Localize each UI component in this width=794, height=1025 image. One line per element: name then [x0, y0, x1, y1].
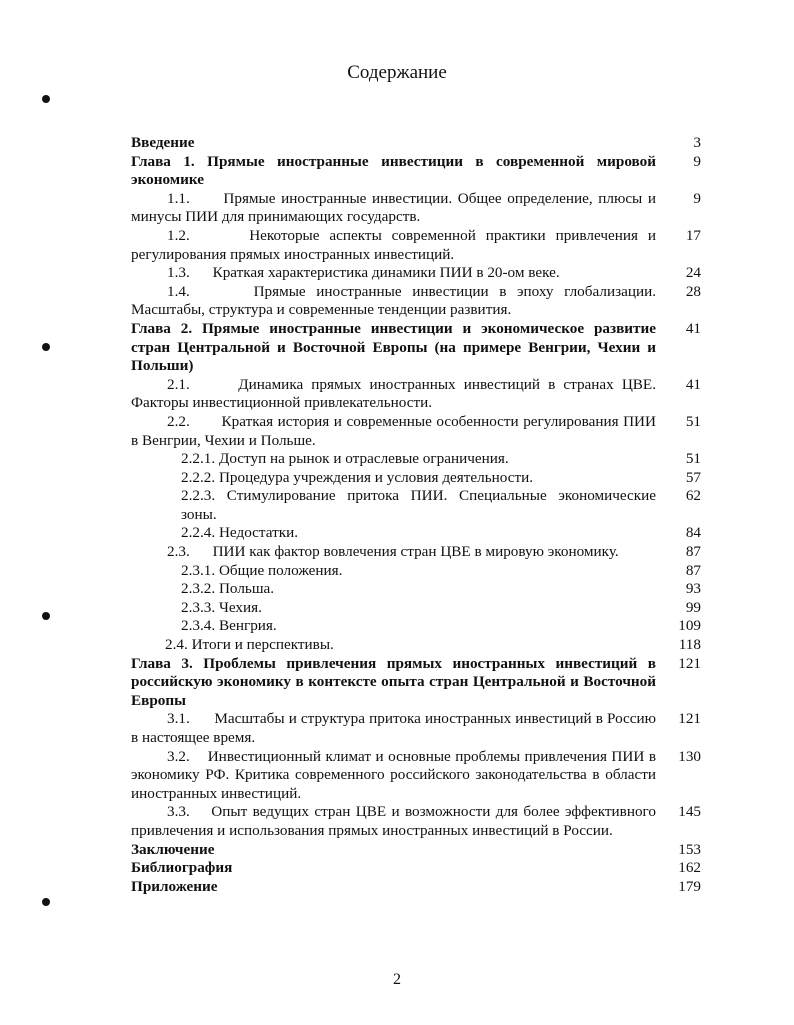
toc-entry-title: 2.2.3. Стимулирование притока ПИИ. Специальные экономические зоны.	[181, 487, 656, 523]
table-of-contents	[131, 134, 701, 896]
toc-entry-title: 1.1. Прямые иностранные инвестиции. Общее определение, плюсы и минусы ПИИ для принимающих государств.	[131, 189, 656, 226]
toc-entry-page: 41	[685, 375, 701, 393]
toc-entry-1-2[interactable]	[131, 227, 701, 264]
toc-entry-page: 51	[685, 412, 701, 430]
toc-entry-conclusion[interactable]	[131, 841, 701, 860]
toc-entry-title: 2.3.1. Общие положения.	[181, 561, 343, 579]
toc-entry-title: 3.3. Опыт ведущих стран ЦВЕ и возможности для более эффективного привлечения и использования прямых иностранных инвестиций в России.	[131, 803, 656, 839]
toc-entry-page: 130	[678, 747, 701, 765]
toc-entry-3-2[interactable]	[131, 748, 701, 804]
page-title: Содержание	[347, 62, 447, 83]
toc-entry-page: 41	[685, 319, 701, 337]
toc-entry-page: 57	[685, 468, 701, 486]
toc-entry-page: 118	[678, 636, 701, 654]
toc-entry-title: 2.3.4. Венгрия.	[181, 617, 277, 635]
toc-entry-2-2-1[interactable]	[131, 450, 701, 469]
toc-entry-title: 2.3.2. Польша.	[181, 580, 275, 598]
toc-entry-2-2[interactable]	[131, 413, 701, 450]
toc-entry-page: 121	[678, 710, 701, 728]
toc-entry-intro[interactable]	[131, 134, 701, 153]
toc-entry-title: 2.2. Краткая история и современные особенности регулирования ПИИ в Венгрии, Чехии и Польше.	[131, 412, 656, 449]
toc-entry-1-4[interactable]	[131, 283, 701, 320]
toc-entry-title: Библиография	[131, 859, 233, 877]
toc-entry-title: 2.4. Итоги и перспективы.	[165, 636, 334, 654]
toc-entry-page: 62	[685, 487, 701, 505]
toc-entry-page: 51	[685, 450, 701, 468]
toc-entry-page: 17	[685, 226, 701, 244]
toc-entry-chapter-2[interactable]	[131, 320, 701, 376]
toc-entry-title: Глава 2. Прямые иностранные инвестиции и экономическое развитие стран Центральной и Восточной Европы (на примере Венгрии, Чехии и Польши)	[131, 319, 656, 375]
toc-entry-appendix[interactable]	[131, 878, 701, 897]
toc-entry-2-3-3[interactable]	[131, 599, 701, 618]
binder-hole-mark	[42, 898, 50, 906]
toc-entry-page: 3	[693, 134, 701, 151]
toc-entry-title: 1.4. Прямые иностранные инвестиции в эпоху глобализации. Масштабы, структура и современные тенденции развития.	[131, 282, 656, 319]
toc-entry-chapter-1[interactable]	[131, 153, 701, 190]
toc-entry-page: 153	[678, 840, 701, 858]
toc-entry-2-3-2[interactable]	[131, 580, 701, 599]
toc-entry-page: 162	[678, 859, 701, 877]
toc-entry-2-1[interactable]	[131, 376, 701, 413]
toc-entry-title: 3.2. Инвестиционный климат и основные проблемы привлечения ПИИ в экономику РФ. Критика современного российского законодательства в области иностранных инвестиций.	[131, 747, 656, 802]
toc-entry-page: 121	[678, 654, 701, 672]
toc-entry-title: 2.3.3. Чехия.	[181, 598, 262, 616]
toc-entry-page: 24	[685, 264, 701, 282]
toc-entry-page: 9	[693, 152, 701, 170]
toc-entry-title: 2.2.4. Недостатки.	[181, 524, 299, 542]
toc-entry-2-4[interactable]	[131, 636, 701, 655]
toc-entry-chapter-3[interactable]	[131, 655, 701, 711]
toc-entry-2-3-1[interactable]	[131, 562, 701, 581]
toc-entry-page: 109	[678, 617, 701, 635]
toc-entry-page: 87	[685, 543, 701, 561]
toc-entry-page: 145	[678, 803, 701, 821]
toc-entry-bibliography[interactable]	[131, 859, 701, 878]
toc-entry-title: Заключение	[131, 840, 215, 858]
toc-entry-2-2-4[interactable]	[131, 524, 701, 543]
binder-hole-mark	[42, 95, 50, 103]
toc-entry-title: 2.1. Динамика прямых иностранных инвестиций в странах ЦВЕ. Факторы инвестиционной привлекательности.	[131, 375, 656, 412]
toc-entry-title: Приложение	[131, 877, 218, 895]
binder-hole-mark	[42, 612, 50, 620]
toc-entry-title: 3.1. Масштабы и структура притока иностранных инвестиций в Россию в настоящее время.	[131, 710, 656, 746]
toc-entry-3-3[interactable]	[131, 803, 701, 840]
toc-entry-title: 2.2.1. Доступ на рынок и отраслевые ограничения.	[181, 450, 509, 468]
toc-entry-2-2-3[interactable]	[131, 487, 701, 524]
toc-entry-page: 87	[685, 561, 701, 579]
toc-entry-title: 2.2.2. Процедура учреждения и условия деятельности.	[181, 468, 534, 486]
page-number: 2	[393, 971, 401, 988]
toc-entry-page: 84	[685, 524, 701, 542]
toc-entry-page: 9	[693, 189, 701, 207]
toc-entry-2-2-2[interactable]	[131, 469, 701, 488]
toc-entry-title: 2.3. ПИИ как фактор вовлечения стран ЦВЕ в мировую экономику.	[167, 543, 619, 561]
toc-entry-title: Глава 1. Прямые иностранные инвестиции в современной мировой экономике	[131, 152, 656, 189]
binder-hole-mark	[42, 343, 50, 351]
toc-entry-title: Глава 3. Проблемы привлечения прямых иностранных инвестиций в российскую экономику в контексте опыта стран Центральной и Восточной Европы	[131, 654, 656, 709]
toc-entry-2-3[interactable]	[131, 543, 701, 562]
toc-entry-1-1[interactable]	[131, 190, 701, 227]
toc-entry-2-3-4[interactable]	[131, 617, 701, 636]
toc-entry-1-3[interactable]	[131, 264, 701, 283]
toc-entry-page: 28	[685, 282, 701, 300]
toc-entry-page: 179	[678, 877, 701, 895]
toc-entry-page: 99	[685, 598, 701, 616]
toc-entry-3-1[interactable]	[131, 710, 701, 747]
toc-entry-title: Введение	[131, 134, 195, 151]
toc-entry-title: 1.2. Некоторые аспекты современной практики привлечения и регулирования прямых иностранных инвестиций.	[131, 226, 656, 263]
toc-entry-page: 93	[685, 580, 701, 598]
toc-entry-title: 1.3. Краткая характеристика динамики ПИИ в 20-ом веке.	[167, 264, 560, 282]
